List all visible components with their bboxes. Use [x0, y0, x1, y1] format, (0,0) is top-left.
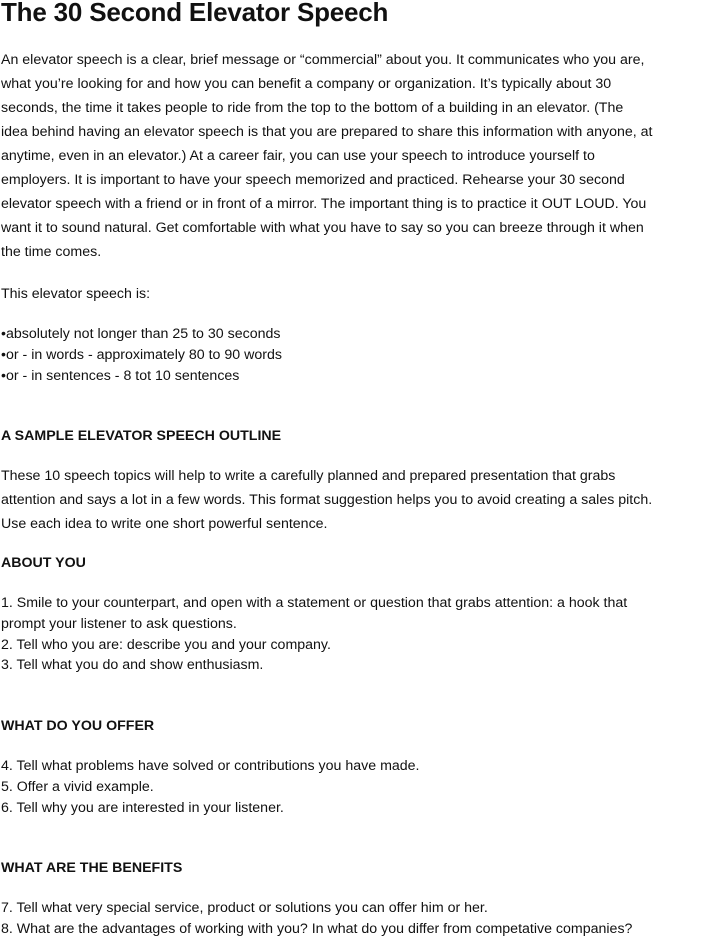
- intro-line: seconds, the time it takes people to ride from the top to the bottom of a building in an elevator. (The: [1, 100, 624, 116]
- list-item: 7. Tell what very special service, product or solutions you can offer him or her.: [1, 900, 488, 916]
- list-item: 6. Tell why you are interested in your listener.: [1, 799, 284, 816]
- outline-intro-line: These 10 speech topics will help to write a carefully planned and prepared presentation that grabs: [1, 468, 616, 484]
- list-item: 2. Tell who you are: describe you and your company.: [1, 636, 331, 653]
- list-item: 8. What are the advantages of working with you? In what do you differ from competative companies?: [1, 920, 633, 937]
- speech-rules-list: [1, 324, 282, 386]
- list-item: •or - in sentences - 8 tot 10 sentences: [1, 367, 240, 384]
- document-title: The 30 Second Elevator Speech: [1, 0, 389, 27]
- intro-line: the time comes.: [1, 244, 102, 260]
- outline-intro-line: Use each idea to write one short powerful sentence.: [1, 516, 328, 532]
- list-item: 5. Offer a vivid example.: [1, 778, 154, 795]
- intro-line: anytime, even in an elevator.) At a career fair, you can use your speech to introduce yourself to: [1, 148, 595, 164]
- section-heading-what-are-the-benefits: WHAT ARE THE BENEFITS: [1, 860, 183, 876]
- intro-line: employers. It is important to have your speech memorized and practiced. Rehearse your 30 second: [1, 172, 625, 188]
- section-heading-what-do-you-offer: WHAT DO YOU OFFER: [1, 718, 155, 734]
- section-list-what-do-you-offer: [1, 756, 420, 818]
- intro-line: idea behind having an elevator speech is that you are prepared to share this information with anyone, at: [1, 124, 653, 140]
- intro-line: what you’re looking for and how you can benefit a company or organization. It’s typically about 30: [1, 76, 612, 92]
- list-item: •or - in words - approximately 80 to 90 words: [1, 346, 282, 363]
- outline-heading: A SAMPLE ELEVATOR SPEECH OUTLINE: [1, 428, 282, 444]
- section-list-about-you: [1, 593, 627, 676]
- outline-intro-paragraph: [1, 464, 652, 536]
- list-item: prompt your listener to ask questions.: [1, 615, 237, 632]
- section-heading-about-you: ABOUT YOU: [1, 555, 86, 571]
- outline-intro-line: attention and says a lot in a few words. This format suggestion helps you to avoid creating a sales pitch.: [1, 492, 653, 508]
- section-list-what-are-the-benefits: [1, 898, 632, 940]
- intro-line: An elevator speech is a clear, brief message or “commercial” about you. It communicates who you are,: [1, 52, 645, 68]
- speech-is-label: This elevator speech is:: [1, 286, 151, 302]
- intro-line: elevator speech with a friend or in front of a mirror. The important thing is to practice it OUT LOUD. You: [1, 196, 647, 212]
- intro-line: want it to sound natural. Get comfortable with what you have to say so you can breeze through it when: [1, 220, 644, 236]
- list-item: 4. Tell what problems have solved or contributions you have made.: [1, 758, 420, 774]
- list-item: 1. Smile to your counterpart, and open with a statement or question that grabs attention: a hook that: [1, 595, 628, 611]
- list-item: 3. Tell what you do and show enthusiasm.: [1, 657, 264, 674]
- intro-paragraph: [1, 48, 652, 264]
- list-item: •absolutely not longer than 25 to 30 seconds: [1, 326, 281, 342]
